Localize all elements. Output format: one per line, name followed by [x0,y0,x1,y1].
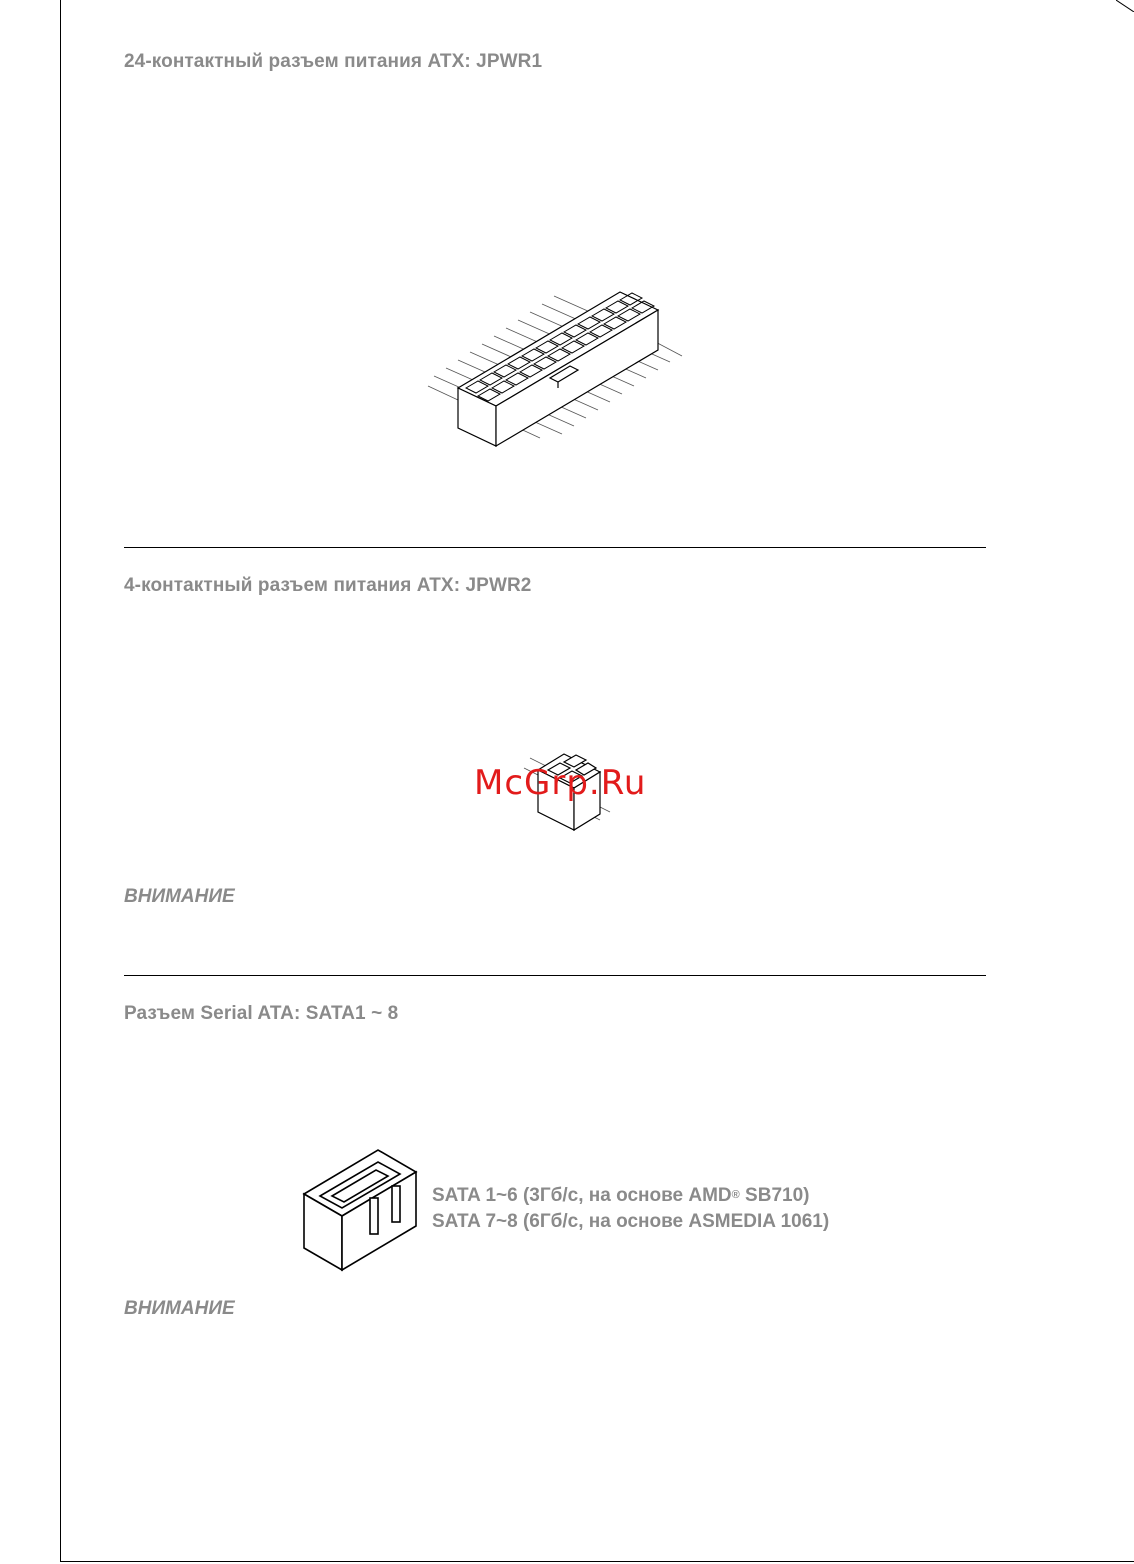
atx-24pin-connector-figure [420,288,690,453]
section-heading-jpwr1: 24-контактный разъем питания ATX: JPWR1 [124,51,543,72]
section-divider [124,975,986,976]
sata-connector-figure [300,1146,420,1272]
page-border-left [60,0,61,1562]
corner-mark [1116,0,1134,12]
sata-ports-line-2: SATA 7~8 (6Гб/с, на основе ASMEDIA 1061) [432,1211,830,1232]
section-heading-jpwr2: 4-контактный разъем питания ATX: JPWR2 [124,575,532,596]
section-divider [124,547,986,548]
attention-label-sata: ВНИМАНИЕ [124,1298,235,1319]
page-border-bottom [60,1561,1134,1562]
sata-ports-legend [432,1183,829,1235]
section-heading-sata: Разъем Serial ATA: SATA1 ~ 8 [124,1003,399,1024]
watermark: McGrp.Ru [474,763,647,803]
registered-mark: ® [731,1189,740,1201]
attention-label-jpwr2: ВНИМАНИЕ [124,886,235,907]
sata-ports-line-1: SATA 1~6 (3Гб/с, на основе AMD® SB710) [432,1185,810,1206]
